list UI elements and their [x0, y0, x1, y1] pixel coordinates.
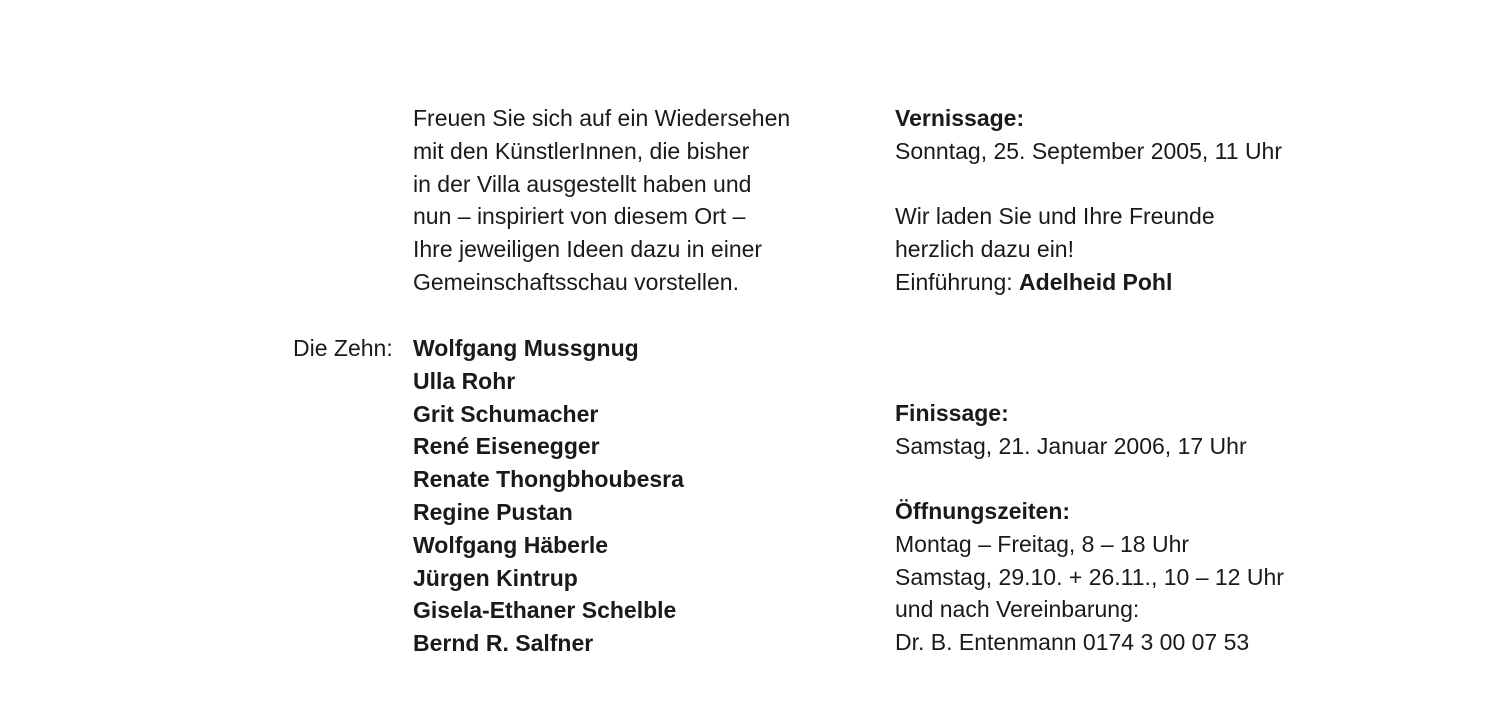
finissage-date: Samstag, 21. Januar 2006, 17 Uhr [895, 432, 1247, 459]
invitation-section [895, 200, 1215, 298]
introduction-label: Einführung: [895, 268, 1020, 295]
invitation-line: Wir laden Sie und Ihre Freunde [895, 203, 1215, 229]
intro-line: nun – inspiriert von diesem Ort – [413, 203, 746, 230]
intro-line: Freuen Sie sich auf ein Wiedersehen [413, 105, 791, 131]
artist-name: Ulla Rohr [413, 367, 516, 394]
intro-line: Ihre jeweiligen Ideen dazu in einer [413, 236, 763, 263]
artist-name: Bernd R. Salfner [413, 630, 594, 657]
artist-name: Renate Thongbhoubesra [413, 466, 684, 493]
opening-hours-line: und nach Vereinbarung: [895, 596, 1140, 623]
artist-name: Grit Schumacher [413, 400, 599, 427]
artists-list [413, 332, 684, 660]
artist-name: René Eisenegger [413, 433, 600, 460]
artists-label-text: Die Zehn: [293, 335, 393, 361]
artists-label [293, 332, 393, 365]
opening-hours-heading: Öffnungszeiten: [895, 498, 1071, 524]
intro-line: Gemeinschaftsschau vorstellen. [413, 268, 739, 295]
introduction-speaker: Adelheid Pohl [1019, 268, 1173, 295]
finissage-heading: Finissage: [895, 400, 1009, 426]
intro-line: mit den KünstlerInnen, die bisher [413, 137, 750, 164]
contact-line: Dr. B. Entenmann 0174 3 00 07 53 [895, 629, 1250, 656]
vernissage-heading: Vernissage: [895, 105, 1025, 131]
finissage-section [895, 397, 1247, 463]
artist-name: Regine Pustan [413, 498, 573, 525]
opening-hours-line: Samstag, 29.10. + 26.11., 10 – 12 Uhr [895, 563, 1284, 590]
vernissage-section [895, 102, 1282, 168]
opening-hours-line: Montag – Freitag, 8 – 18 Uhr [895, 530, 1190, 557]
vernissage-date: Sonntag, 25. September 2005, 11 Uhr [895, 137, 1283, 164]
intro-line: in der Villa ausgestellt haben und [413, 170, 752, 197]
artist-name: Gisela-Ethaner Schelble [413, 597, 677, 624]
artist-name: Jürgen Kintrup [413, 564, 578, 591]
opening-hours-section [895, 495, 1284, 659]
invitation-line: herzlich dazu ein! [895, 235, 1074, 262]
artist-name: Wolfgang Mussgnug [413, 335, 639, 361]
intro-paragraph [413, 102, 790, 299]
introduction-line [895, 266, 1215, 299]
artist-name: Wolfgang Häberle [413, 531, 609, 558]
